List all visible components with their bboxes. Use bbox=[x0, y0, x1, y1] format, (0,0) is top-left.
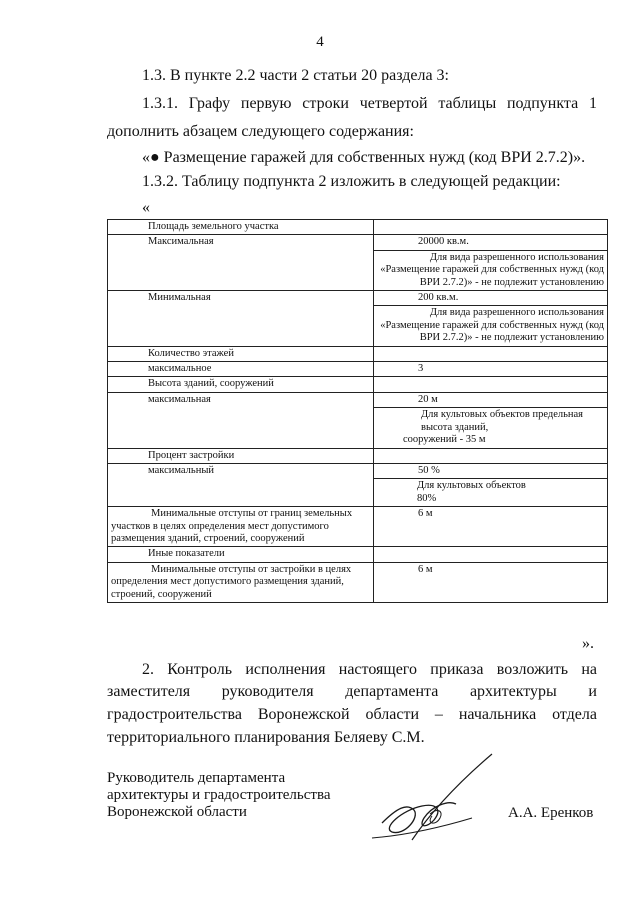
table-cell bbox=[374, 547, 608, 562]
table-cell-note: сооружений - 35 м bbox=[403, 434, 486, 446]
signatory-line: Руководитель департамента bbox=[107, 770, 286, 786]
table-cell: Минимальные отступы от границ земельных участков в целях определения мест допустимого размещения зданий, строений, сооружений bbox=[108, 507, 374, 547]
paragraph-2-line3: градостроительства Воронежской области – начальника отдела bbox=[107, 706, 597, 723]
signatory-title bbox=[107, 770, 330, 821]
table-row bbox=[108, 362, 608, 377]
table-cell: Минимальная bbox=[108, 291, 374, 347]
paragraph-1-3: 1.3. В пункте 2.2 части 2 статьи 20 раздела 3: bbox=[142, 67, 449, 84]
table-cell: Минимальные отступы от застройки в целях определения мест допустимого размещения зданий, строений, сооружений bbox=[108, 562, 374, 602]
table-cell: Процент застройки bbox=[108, 448, 374, 463]
table-row bbox=[108, 346, 608, 361]
table-cell: максимальное bbox=[108, 362, 374, 377]
handwritten-signature bbox=[352, 748, 502, 858]
table-row bbox=[108, 291, 608, 306]
table-cell: 6 м bbox=[374, 562, 608, 602]
table-cell: Для вида разрешенного использования «Размещение гаражей для собственных нужд (код ВРИ 2.7.2)» - не подлежит установлению bbox=[374, 250, 608, 290]
parameters-table bbox=[107, 219, 608, 603]
paragraph-2-line4: территориального планирования Беляеву С.М. bbox=[107, 729, 425, 746]
table-row bbox=[108, 220, 608, 235]
table-cell: 20000 кв.м. bbox=[374, 235, 608, 250]
table-cell: 3 bbox=[374, 362, 608, 377]
table-cell: Высота зданий, сооружений bbox=[108, 377, 374, 392]
table-row bbox=[108, 448, 608, 463]
table-row bbox=[108, 562, 608, 602]
signatory-line: Воронежской области bbox=[107, 804, 247, 820]
table-cell: 20 м bbox=[374, 392, 608, 407]
table-cell: Количество этажей bbox=[108, 346, 374, 361]
table-cell: 6 м bbox=[374, 507, 608, 547]
table-row bbox=[108, 377, 608, 392]
table-cell-note: 80% bbox=[417, 492, 437, 504]
table-cell bbox=[374, 408, 608, 448]
table-cell: 200 кв.м. bbox=[374, 291, 608, 306]
paragraph-2-line2: заместителя руководителя департамента архитектуры и bbox=[107, 683, 597, 700]
table-row bbox=[108, 235, 608, 250]
table-cell: Максимальная bbox=[108, 235, 374, 291]
table-cell bbox=[374, 479, 608, 507]
table-cell: максимальный bbox=[108, 463, 374, 506]
paragraph-1-3-2: 1.3.2. Таблицу подпункта 2 изложить в следующей редакции: bbox=[142, 173, 561, 190]
table-row bbox=[108, 463, 608, 478]
table-cell bbox=[374, 448, 608, 463]
paragraph-1-3-1-line1: 1.3.1. Графу первую строки четвертой таблицы подпункта 1 bbox=[142, 95, 597, 112]
table-row bbox=[108, 392, 608, 407]
table-cell: максимальная bbox=[108, 392, 374, 448]
table-row bbox=[108, 547, 608, 562]
paragraph-garage-bullet: «● Размещение гаражей для собственных нужд (код ВРИ 2.7.2)». bbox=[142, 149, 586, 166]
table-cell: Для вида разрешенного использования «Размещение гаражей для собственных нужд (код ВРИ 2.7.2)» - не подлежит установлению bbox=[374, 306, 608, 346]
opening-quote: « bbox=[142, 199, 150, 216]
table-cell: Площадь земельного участка bbox=[108, 220, 374, 235]
table-cell: 50 % bbox=[374, 463, 608, 478]
closing-quote: ». bbox=[582, 635, 594, 652]
paragraph-2-line1: 2. Контроль исполнения настоящего приказа возложить на bbox=[142, 661, 597, 678]
table-cell bbox=[374, 346, 608, 361]
paragraph-1-3-1-line2: дополнить абзацем следующего содержания: bbox=[107, 123, 414, 140]
table-cell bbox=[374, 220, 608, 235]
signatory-name: А.А. Еренков bbox=[508, 805, 594, 821]
signatory-line: архитектуры и градостроительства bbox=[107, 787, 331, 803]
table-cell: Иные показатели bbox=[108, 547, 374, 562]
table-row bbox=[108, 507, 608, 547]
page-number: 4 bbox=[316, 34, 324, 50]
table-cell bbox=[374, 377, 608, 392]
table-cell-note: Для культовых объектов bbox=[417, 480, 526, 492]
table-cell-note: Для культовых объектов предельная высота зданий, bbox=[421, 409, 584, 433]
